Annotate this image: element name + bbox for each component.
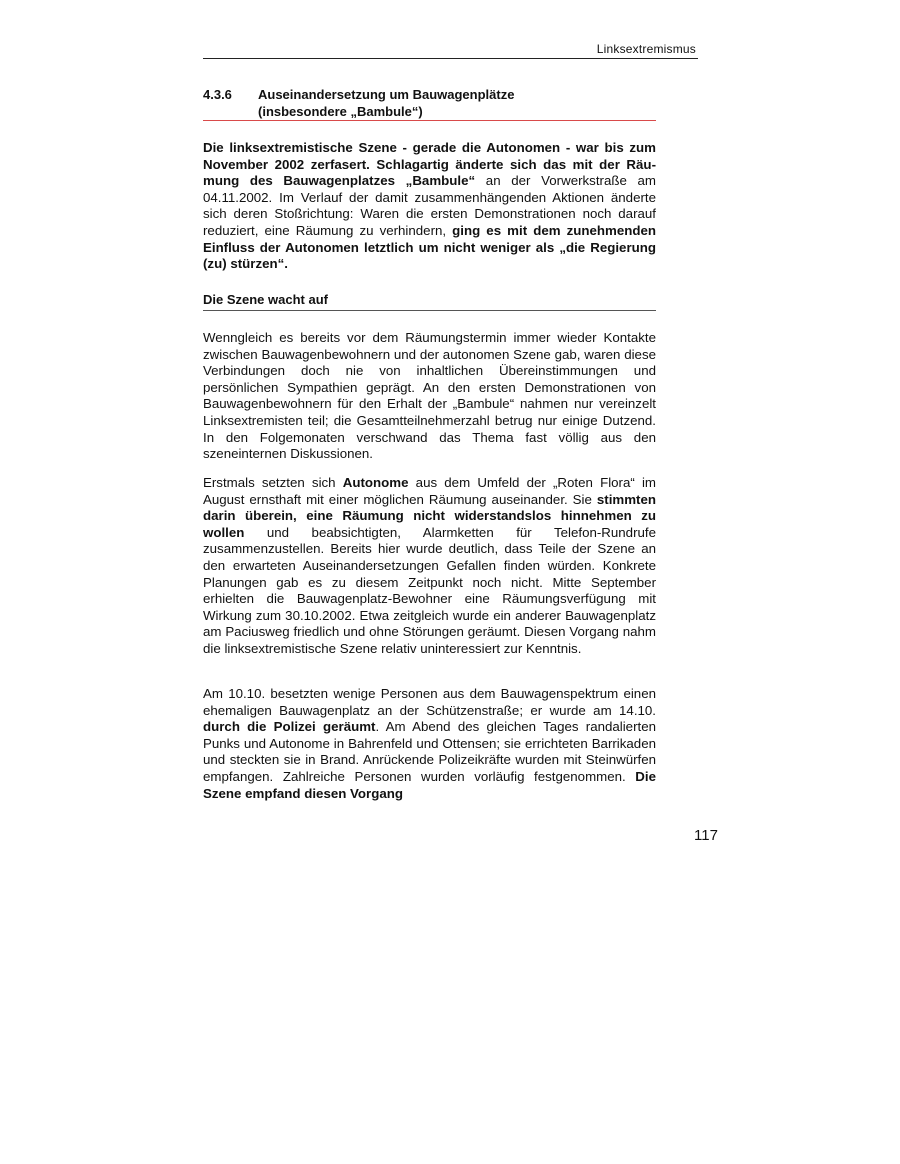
intro-bold-2: ging es mit dem zunehmenden Einfluss der Autonomen letztlich um nicht weniger als „die Regierung (zu) stürzen“.	[203, 222, 656, 272]
p2-text-2: aus dem Umfeld der „Roten Flora“ im August ernsthaft mit einer möglichen Räumung auseinander. Sie	[203, 475, 656, 507]
body-paragraph-2	[203, 475, 656, 658]
page-number: 117	[694, 827, 718, 844]
p2-bold-2: stimmten darin überein, eine Räumung nicht widerstandslos hinnehmen zu wollen	[203, 491, 656, 540]
section-title-line2: (insbesondere „Bambule“)	[258, 104, 423, 119]
p3-text-2: . Am Abend des gleichen Tages randalierten Punks und Autonome in Bahrenfeld und Ottensen; sie errichteten Barrikaden und steckten sie in Brand. Anrückende Polizeikräfte wurden mit Steinwürfen empfangen. Zahlreiche Personen wurden vorläufig festgenommen.	[203, 719, 656, 784]
running-header	[203, 41, 698, 59]
section-number: 4.3.6	[203, 87, 232, 102]
intro-bold-1: Die linksextremistische Szene - gerade die Autonomen - war bis zum November 2002 zerfasert. Schlagartig änderte sich das mit der Räumung des Bauwagenplatzes „Bambule“	[203, 140, 656, 189]
p3-bold-2: Die Szene empfand diesen Vorgang	[203, 768, 656, 801]
section-title-line1: Auseinandersetzung um Bauwagenplätze	[258, 87, 515, 102]
p3-text-1: Am 10.10. besetzten wenige Personen aus dem Bauwagenspektrum einen ehemaligen Bauwagenplatz an der Schützenstraße; er wurde am 14.10.	[203, 686, 656, 718]
intro-paragraph	[203, 140, 656, 273]
p2-text-3: und beabsichtigten, Alarmketten für Telefon-Rundrufe zusammenzustellen. Bereits hier wurde deutlich, dass Teile der Szene an den erwarteten Auseinandersetzungen Gefallen finden würden. Konkrete Planungen gab es zu diesem Zeitpunkt noch nicht. Mitte September erhielten die Bauwagenplatz-Bewohner eine Räumungsverfügung mit Wirkung zum 30.10.2002. Etwa zeitgleich wurde ein anderer Bauwagenplatz am Paciusweg friedlich und ohne Störungen geräumt. Diesen Vorgang nahm die linksextremistische Szene relativ uninteressiert zur Kenntnis.	[203, 524, 656, 656]
section-heading	[203, 86, 656, 121]
sub-heading: Die Szene wacht auf	[203, 292, 656, 311]
p3-bold-1: durch die Polizei geräumt	[203, 719, 376, 735]
p2-bold-1: Autonome	[342, 475, 409, 490]
body-paragraph-3	[203, 686, 656, 802]
body-paragraph-1: Wenngleich es bereits vor dem Räumungstermin immer wieder Kontakte zwischen Bauwagenbewohnern und der autonomen Szene gab, waren diese Verbindungen doch nie von inhaltlichen Übereinstimmungen und persönlichen Sympathien geprägt. An den ersten Demonstrationen von Bauwagenbewohnern für den Erhalt der „Bambule“ nahmen nur vereinzelt Linksextremisten teil; die Gesamtteilnehmerzahl betrug nur einige Dutzend. In den Folgemonaten verschwand das Thema fast völlig aus den szeneinternen Diskussionen.	[203, 330, 656, 462]
p2-text-1: Erstmals setzten sich	[203, 475, 343, 490]
running-header-title: Linksextremismus	[596, 42, 696, 56]
intro-text: an der Vorwerkstraße am 04.11.2002. Im Verlauf der damit zusammenhängenden Aktionen änderte sich deren Stoßrichtung: Waren die ersten Demonstrationen noch darauf reduziert, eine Räumung zu verhindern,	[203, 173, 656, 238]
